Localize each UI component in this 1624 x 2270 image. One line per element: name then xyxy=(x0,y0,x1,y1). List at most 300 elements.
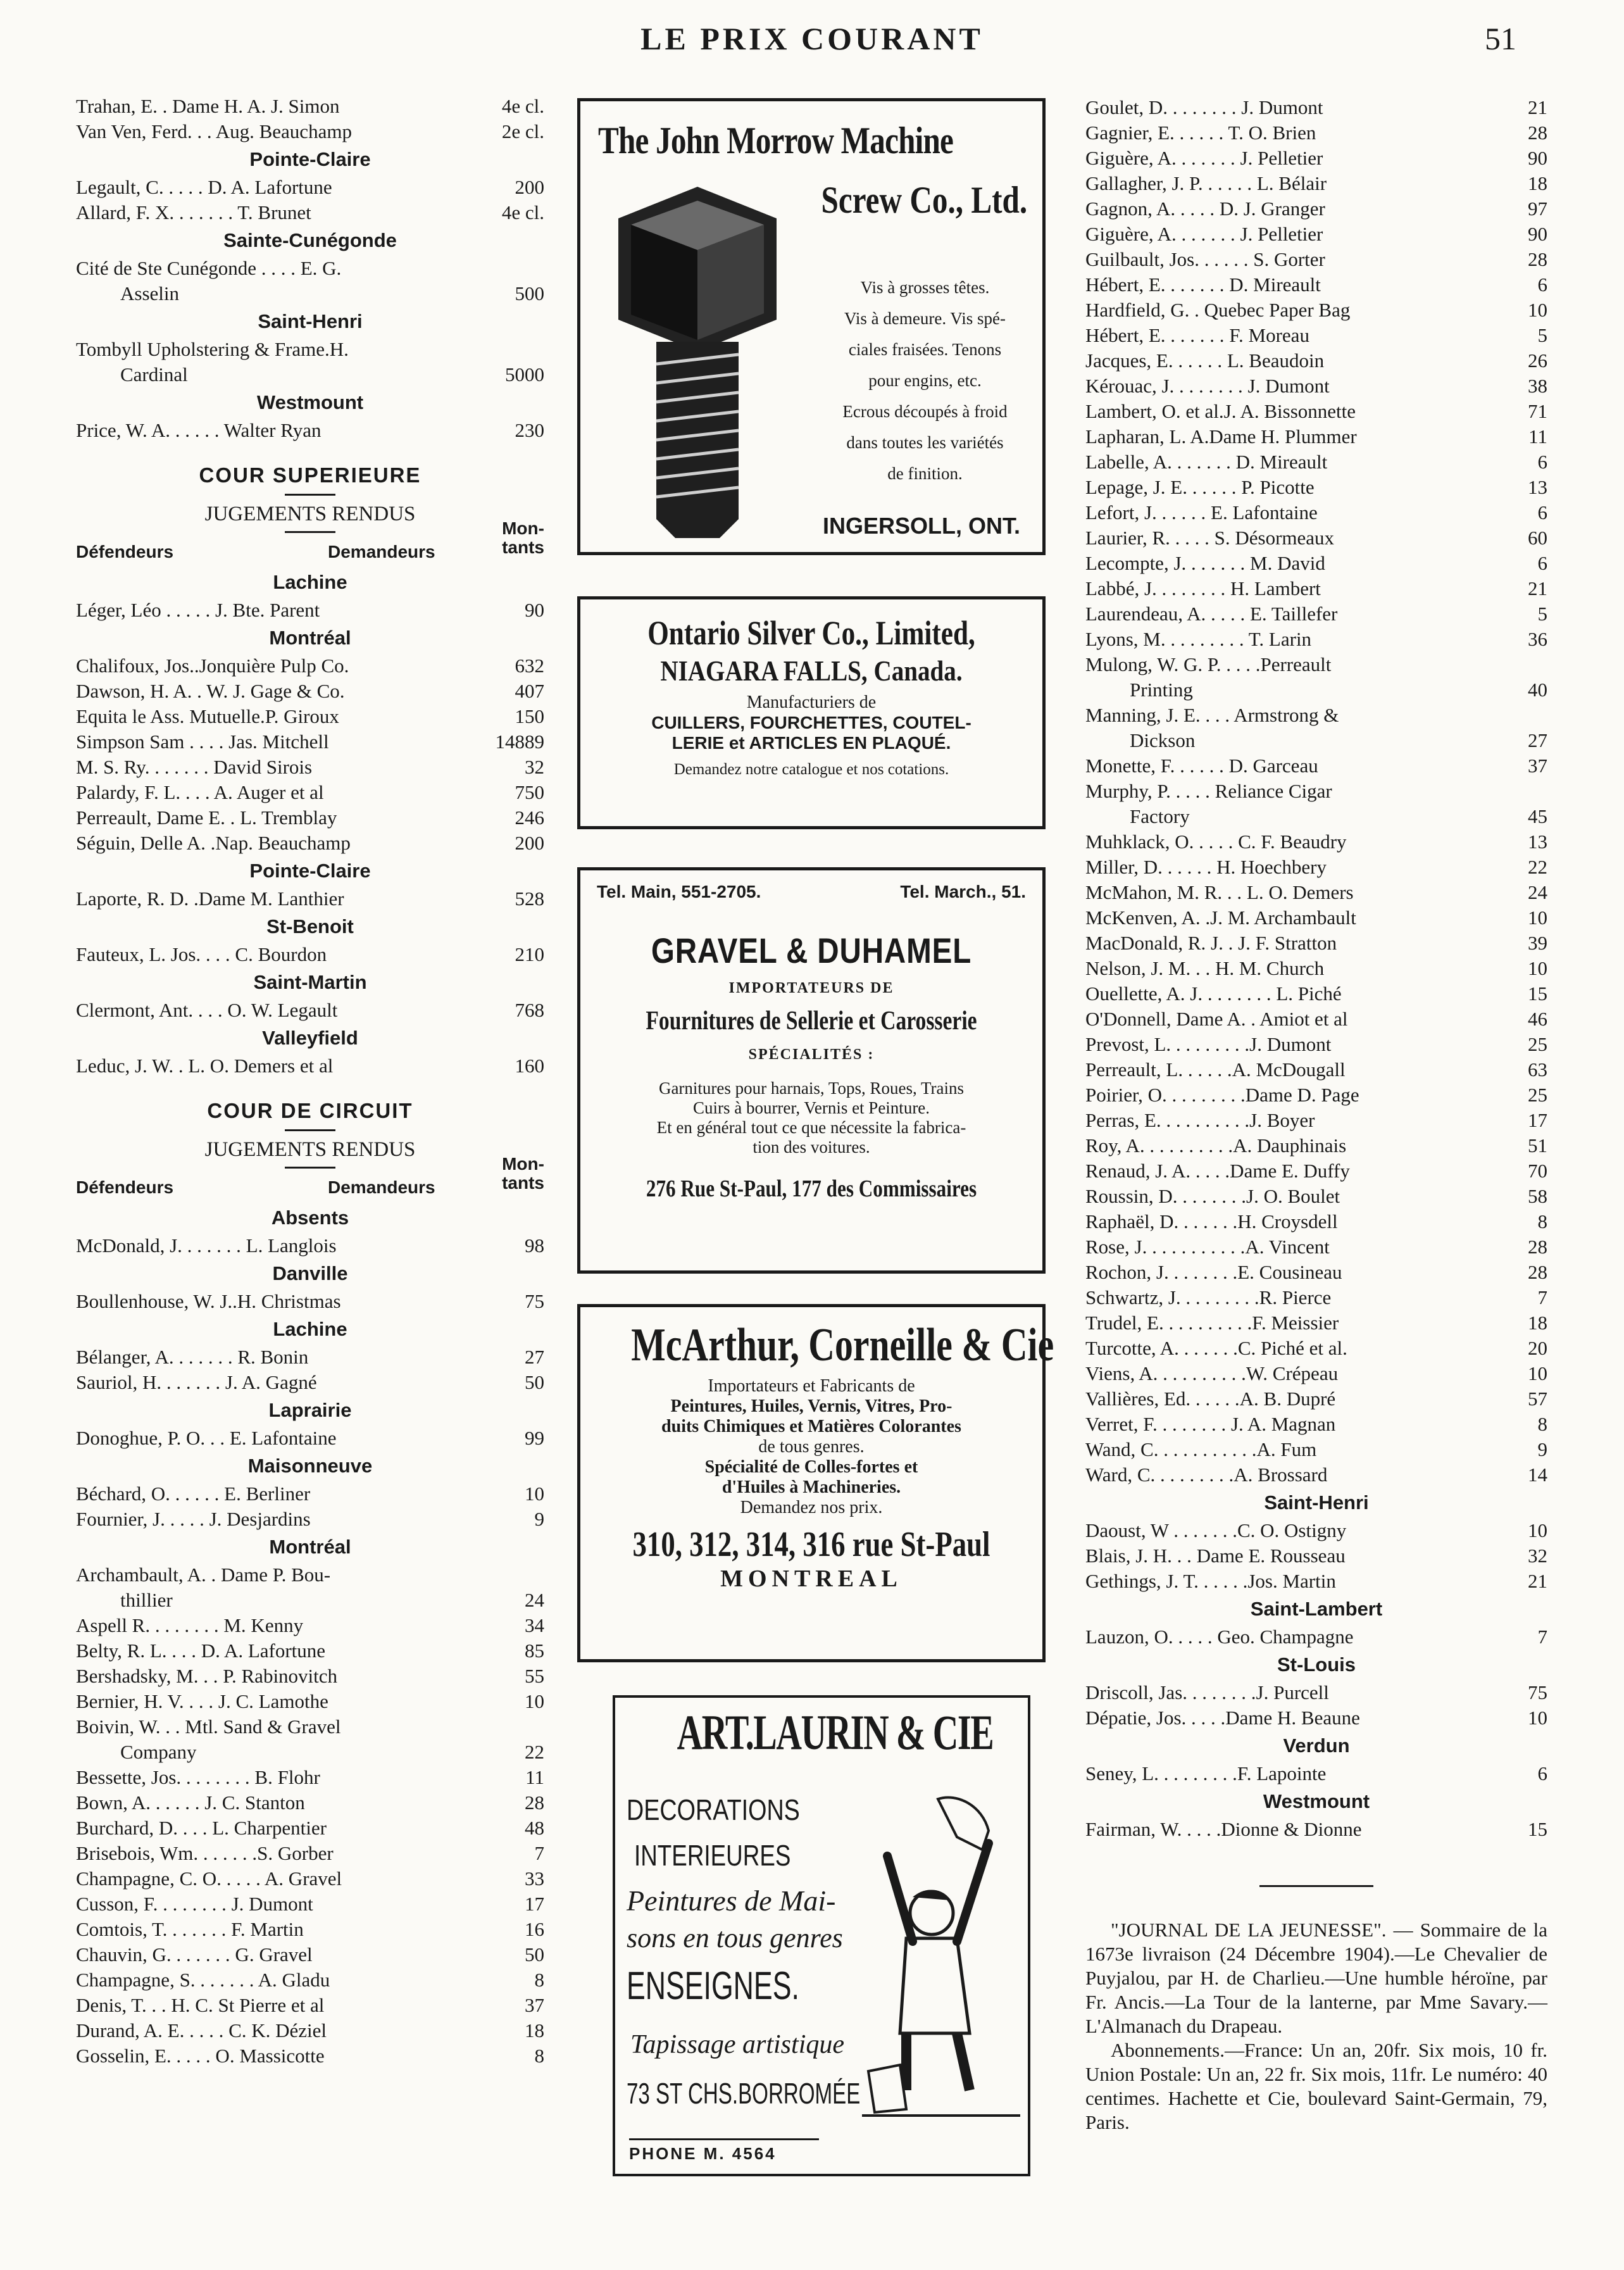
judgment-row xyxy=(1085,348,1547,373)
judgment-amount: 2e cl. xyxy=(501,120,544,142)
judgment-amount: 33 xyxy=(525,1867,544,1890)
place-heading: Lachine xyxy=(273,1318,347,1340)
judgment-parties: Bernier, H. V. . . . J. C. Lamothe xyxy=(76,1690,328,1712)
judgment-row xyxy=(76,831,544,856)
ad-laurin-title: ART.LAURIN & CIE xyxy=(677,1705,994,1760)
judgment-amount: 60 xyxy=(1528,527,1547,549)
judgment-row xyxy=(76,1370,544,1395)
judgment-row xyxy=(1085,1184,1547,1209)
judgment-row xyxy=(76,704,544,729)
judgment-parties: Driscoll, Jas. . . . . . . .J. Purcell xyxy=(1085,1681,1329,1703)
judgment-amount: 22 xyxy=(525,1741,544,1763)
judgment-parties-cont: Company xyxy=(120,1741,197,1763)
ad-laurin-line: INTERIEURES xyxy=(634,1839,791,1872)
judgment-amount: 85 xyxy=(525,1640,544,1662)
ad-mcarthur-line: d'Huiles à Machineries. xyxy=(721,1477,901,1497)
judgment-parties: Belty, R. L. . . . D. A. Lafortune xyxy=(76,1640,326,1662)
judgment-parties: Renaud, J. A. . . . .Dame E. Duffy xyxy=(1085,1160,1350,1182)
judgment-parties: Boivin, W. . . Mtl. Sand & Gravel xyxy=(76,1715,341,1738)
col-plaintiffs: Demandeurs xyxy=(328,1177,435,1197)
judgment-parties: O'Donnell, Dame A. . Amiot et al xyxy=(1085,1008,1348,1030)
judgment-amount: 9 xyxy=(534,1508,544,1530)
judgment-row xyxy=(1085,855,1547,880)
judgment-row xyxy=(1085,1817,1547,1842)
judgment-parties: Lefort, J. . . . . . E. Lafontaine xyxy=(1085,501,1318,524)
judgment-amount: 6 xyxy=(1537,273,1547,296)
place-heading: Montréal xyxy=(269,627,351,649)
judgment-parties: Gethings, J. T. . . . . .Jos. Martin xyxy=(1085,1570,1336,1592)
judgment-amount: 8 xyxy=(534,1969,544,1991)
judgment-parties: Lyons, M. . . . . . . . . T. Larin xyxy=(1085,628,1312,650)
ad-gravel-address: 276 Rue St-Paul, 177 des Commissaires xyxy=(646,1176,977,1202)
judgment-parties: Bessette, Jos. . . . . . . . B. Flohr xyxy=(76,1766,320,1788)
judgment-row xyxy=(76,418,544,443)
ad-laurin-line: Peintures de Mai- xyxy=(627,1884,836,1917)
judgment-row xyxy=(1085,981,1547,1006)
judgment-row xyxy=(1085,1462,1547,1488)
place-heading: Westmount xyxy=(1263,1790,1370,1812)
judgment-parties: Blais, J. H. . . Dame E. Rousseau xyxy=(1085,1545,1346,1567)
judgment-row xyxy=(76,942,544,967)
judgment-parties: Turcotte, A. . . . . . .C. Piché et al. xyxy=(1085,1337,1347,1359)
ad-gravel-tel-1: Tel. Main, 551-2705. xyxy=(597,882,761,901)
judgment-amount: 7 xyxy=(534,1842,544,1864)
judgment-parties: Laurier, R. . . . . S. Désormeaux xyxy=(1085,527,1335,549)
judgment-amount: 40 xyxy=(1528,679,1547,701)
judgment-parties: McKenven, A. .J. M. Archambault xyxy=(1085,906,1356,929)
judgment-amount: 36 xyxy=(1528,628,1547,650)
judgment-amount: 39 xyxy=(1528,932,1547,954)
judgment-amount: 200 xyxy=(515,176,544,198)
judgment-amount: 8 xyxy=(1537,1210,1547,1232)
judgment-parties: Manning, J. E. . . . Armstrong & xyxy=(1085,704,1339,726)
ad-morrow-line: dans toutes les variétés xyxy=(846,433,1004,452)
judgment-row xyxy=(76,1689,544,1714)
judgment-parties: Comtois, T. . . . . . . F. Martin xyxy=(76,1918,304,1940)
judgment-parties: Muhklack, O. . . . . C. F. Beaudry xyxy=(1085,831,1347,853)
judgment-row xyxy=(1085,399,1547,424)
judgment-row xyxy=(76,998,544,1023)
judgment-amount: 6 xyxy=(1537,552,1547,574)
judgment-row xyxy=(76,1053,544,1079)
place-heading: Lachine xyxy=(273,571,347,593)
judgment-amount: 21 xyxy=(1528,577,1547,599)
judgment-row xyxy=(76,119,544,144)
judgment-amount: 15 xyxy=(1528,1818,1547,1840)
judgment-parties-cont: thillier xyxy=(120,1589,173,1611)
judgment-row xyxy=(76,1942,544,1967)
judgment-row xyxy=(76,886,544,912)
judgment-parties: Lepage, J. E. . . . . . P. Picotte xyxy=(1085,476,1315,498)
ad-mcarthur-city: MONTREAL xyxy=(720,1565,903,1592)
place-heading: Westmount xyxy=(256,391,364,413)
judgment-amount: 150 xyxy=(515,705,544,727)
place-heading: Verdun xyxy=(1283,1734,1350,1757)
ad-laurin-line: ENSEIGNES. xyxy=(627,1964,799,2008)
judgment-parties: Fairman, W. . . . .Dionne & Dionne xyxy=(1085,1818,1362,1840)
judgment-amount: 10 xyxy=(1528,906,1547,929)
right-column xyxy=(1085,95,1547,1842)
ad-ontario-place: NIAGARA FALLS, Canada. xyxy=(660,655,963,687)
judgment-parties: Guilbault, Jos. . . . . . S. Gorter xyxy=(1085,248,1325,270)
judgment-row xyxy=(1085,272,1547,298)
journal-title: LE PRIX COURANT xyxy=(640,21,984,56)
judgment-parties: Simpson Sam . . . . Jas. Mitchell xyxy=(76,731,329,753)
judgment-amount: 18 xyxy=(525,2019,544,2041)
judgment-amount: 8 xyxy=(534,2045,544,2067)
judgment-parties: Prevost, L. . . . . . . . .J. Dumont xyxy=(1085,1033,1332,1055)
judgment-parties: Miller, D. . . . . . H. Hoechbery xyxy=(1085,856,1327,878)
judgment-parties: Bown, A. . . . . . J. C. Stanton xyxy=(76,1791,305,1814)
table-header xyxy=(76,1154,544,1203)
judgment-amount: 24 xyxy=(1528,881,1547,903)
judgment-amount: 6 xyxy=(1537,451,1547,473)
judgment-parties: Gosselin, E. . . . . O. Massicotte xyxy=(76,2045,325,2067)
table-header xyxy=(76,518,544,567)
judgment-amount: 750 xyxy=(515,781,544,803)
judgment-row xyxy=(1085,779,1547,829)
ad-gravel-line: tion des voitures. xyxy=(753,1138,870,1157)
judgment-amount: 500 xyxy=(515,282,544,304)
section-subtitle: JUGEMENTS RENDUS xyxy=(204,503,416,525)
judgment-amount: 26 xyxy=(1528,349,1547,372)
judgment-amount: 27 xyxy=(1528,729,1547,751)
judgment-parties: Dawson, H. A. . W. J. Gage & Co. xyxy=(76,680,345,702)
judgment-row xyxy=(76,175,544,200)
judgment-amount: 24 xyxy=(525,1589,544,1611)
ad-gravel-goods: Fournitures de Sellerie et Carosserie xyxy=(646,1006,977,1036)
ad-mcarthur-line: Importateurs et Fabricants de xyxy=(708,1376,915,1396)
place-heading: Saint-Henri xyxy=(258,310,363,332)
judgment-amount: 97 xyxy=(1528,198,1547,220)
ad-ontario-line: LERIE et ARTICLES EN PLAQUÉ. xyxy=(671,733,951,753)
judgment-amount: 37 xyxy=(1528,755,1547,777)
judgment-amount: 90 xyxy=(1528,223,1547,245)
judgment-parties: Champagne, S. . . . . . . A. Gladu xyxy=(76,1969,330,1991)
court-section-title: COUR DE CIRCUIT xyxy=(207,1099,413,1122)
judgment-parties: Perras, E. . . . . . . . . .J. Boyer xyxy=(1085,1109,1315,1131)
judgment-amount: 15 xyxy=(1528,982,1547,1005)
place-heading: Pointe-Claire xyxy=(249,860,371,882)
ad-laurin-phone: PHONE M. 4564 xyxy=(629,2138,819,2164)
ad-gravel-importers: IMPORTATEURS DE xyxy=(728,980,894,996)
judgment-parties: Hardfield, G. . Quebec Paper Bag xyxy=(1085,299,1351,321)
judgment-parties: Hébert, E. . . . . . . D. Mireault xyxy=(1085,273,1321,296)
judgment-row xyxy=(1085,146,1547,171)
page-number: 51 xyxy=(1485,21,1516,56)
judgment-amount: 58 xyxy=(1528,1185,1547,1207)
judgment-row xyxy=(76,1289,544,1314)
judgment-amount: 246 xyxy=(515,806,544,829)
judgment-row xyxy=(76,729,544,755)
judgment-parties: Perreault, L. . . . . .A. McDougall xyxy=(1085,1058,1346,1081)
judgment-amount: 5 xyxy=(1537,324,1547,346)
judgment-row xyxy=(76,1345,544,1370)
judgment-parties: Wand, C. . . . . . . . . . .A. Fum xyxy=(1085,1438,1317,1460)
judgment-amount: 75 xyxy=(1528,1681,1547,1703)
judgment-parties: Champagne, C. O. . . . . A. Gravel xyxy=(76,1867,342,1890)
judgment-row xyxy=(76,94,544,119)
judgment-amount: 10 xyxy=(1528,1707,1547,1729)
ad-ontario-line: Manufacturiers de xyxy=(746,693,877,712)
judgment-row xyxy=(1085,1761,1547,1786)
journal-de-la-jeunesse-notice xyxy=(1085,1918,1547,2135)
judgment-parties: Nelson, J. M. . . H. M. Church xyxy=(1085,957,1325,979)
judgment-amount: 10 xyxy=(1528,1519,1547,1541)
judgment-amount: 4e cl. xyxy=(501,95,544,117)
judgment-amount: 210 xyxy=(515,943,544,965)
judgment-amount: 28 xyxy=(1528,1261,1547,1283)
judgment-row xyxy=(1085,1158,1547,1184)
judgment-row xyxy=(1085,1336,1547,1361)
judgment-row xyxy=(1085,1234,1547,1260)
ad-ontario-line: CUILLERS, FOURCHETTES, COUTEL- xyxy=(651,713,971,732)
judgment-row xyxy=(1085,601,1547,627)
judgment-amount: 28 xyxy=(1528,1236,1547,1258)
place-heading: St-Benoit xyxy=(266,915,354,937)
judgment-row xyxy=(76,1967,544,1993)
ad-morrow-line: Vis à grosses têtes. xyxy=(860,278,990,297)
judgment-parties: Allard, F. X. . . . . . . T. Brunet xyxy=(76,201,311,223)
judgment-row xyxy=(1085,627,1547,652)
judgment-row xyxy=(1085,1412,1547,1437)
judgment-parties: Chauvin, G. . . . . . . G. Gravel xyxy=(76,1943,313,1966)
judgment-row xyxy=(1085,298,1547,323)
judgment-parties: McDonald, J. . . . . . . L. Langlois xyxy=(76,1234,337,1257)
judgment-parties-cont: Dickson xyxy=(1130,729,1196,751)
judgment-parties-cont: Cardinal xyxy=(120,363,188,386)
judgment-row xyxy=(1085,1361,1547,1386)
judgment-parties: Cité de Ste Cunégonde . . . . E. G. xyxy=(76,257,342,279)
judgment-row xyxy=(1085,829,1547,855)
ad-laurin-line: 73 ST CHS.BORROMÉE xyxy=(627,2077,861,2110)
ad-gravel-line: Garnitures pour harnais, Tops, Roues, Trains xyxy=(658,1079,965,1098)
judgment-amount: 63 xyxy=(1528,1058,1547,1081)
judgment-amount: 21 xyxy=(1528,1570,1547,1592)
judgment-row xyxy=(1085,1133,1547,1158)
judgment-amount: 768 xyxy=(515,999,544,1021)
ad-laurin-line: Tapissage artistique xyxy=(630,2030,845,2059)
judgment-row xyxy=(1085,1680,1547,1705)
ad-mcarthur-title: McArthur, Corneille & Cie xyxy=(631,1319,1054,1371)
ad-mcarthur-line: de tous genres. xyxy=(758,1437,865,1457)
judgment-amount: 10 xyxy=(1528,957,1547,979)
judgment-row xyxy=(76,1426,544,1451)
judgment-row xyxy=(76,1917,544,1942)
judgment-parties: Ward, C. . . . . . . . .A. Brossard xyxy=(1085,1464,1328,1486)
judgment-row xyxy=(76,1765,544,1790)
ad-morrow-place: INGERSOLL, ONT. xyxy=(822,513,1020,539)
judgment-parties: Legault, C. . . . . D. A. Lafortune xyxy=(76,176,332,198)
ad-morrow-line: Vis à demeure. Vis spé- xyxy=(844,309,1006,328)
judgment-amount: 71 xyxy=(1528,400,1547,422)
judgment-row xyxy=(76,2043,544,2069)
judgment-parties: Trudel, E. . . . . . . . . .F. Meissier xyxy=(1085,1312,1339,1334)
judgment-row xyxy=(76,1790,544,1815)
judgment-parties: Lapharan, L. A.Dame H. Plummer xyxy=(1085,425,1357,448)
judgment-row xyxy=(1085,475,1547,500)
ad-morrow-title-2: Screw Co., Ltd. xyxy=(821,179,1027,221)
judgment-row xyxy=(1085,424,1547,449)
ad-gravel-tel-2: Tel. March., 51. xyxy=(900,882,1026,901)
judgment-parties: Raphaël, D. . . . . . .H. Croysdell xyxy=(1085,1210,1338,1232)
judgment-amount: 13 xyxy=(1528,831,1547,853)
judgment-amount: 21 xyxy=(1528,96,1547,118)
ad-morrow-line: pour engins, etc. xyxy=(868,371,982,390)
judgment-amount: 6 xyxy=(1537,1762,1547,1784)
section-subtitle: JUGEMENTS RENDUS xyxy=(204,1138,416,1161)
judgment-parties: Giguère, A. . . . . . . J. Pelletier xyxy=(1085,147,1323,169)
judgment-row xyxy=(1085,576,1547,601)
judgment-parties: Schwartz, J. . . . . . . . .R. Pierce xyxy=(1085,1286,1332,1308)
judgment-parties: Tombyll Upholstering & Frame.H. xyxy=(76,338,349,360)
judgment-row xyxy=(1085,525,1547,551)
place-heading: Saint-Martin xyxy=(253,971,367,993)
judgment-parties: Verret, F. . . . . . . . J. A. Magnan xyxy=(1085,1413,1336,1435)
ad-mcarthur-line: Spécialité de Colles-fortes et xyxy=(704,1457,918,1477)
judgment-parties: Laurendeau, A. . . . . E. Taillefer xyxy=(1085,603,1338,625)
judgment-row xyxy=(1085,1108,1547,1133)
judgment-parties: Dépatie, Jos. . . . .Dame H. Beaune xyxy=(1085,1707,1360,1729)
divider xyxy=(285,1129,335,1131)
ad-laurin-line: sons en tous genres xyxy=(627,1922,843,1953)
judgment-row xyxy=(1085,703,1547,753)
place-heading: Montréal xyxy=(269,1536,351,1558)
judgment-amount: 25 xyxy=(1528,1084,1547,1106)
judgment-parties: Jacques, E. . . . . . L. Beaudoin xyxy=(1085,349,1325,372)
judgment-row xyxy=(1085,196,1547,222)
judgment-amount: 51 xyxy=(1528,1134,1547,1157)
place-heading: Saint-Lambert xyxy=(1250,1598,1383,1620)
judgment-parties: MacDonald, R. J. . J. F. Stratton xyxy=(1085,932,1337,954)
judgment-parties: Murphy, P. . . . . Reliance Cigar xyxy=(1085,780,1332,802)
judgment-amount: 632 xyxy=(515,655,544,677)
judgment-parties: Gallagher, J. P. . . . . . L. Bélair xyxy=(1085,172,1327,194)
judgment-parties-cont: Printing xyxy=(1130,679,1193,701)
divider xyxy=(1259,1885,1373,1887)
journal-subscriptions: Abonnements.—France: Un an, 20fr. Six mois, 10 fr. Union Postale: Un an, 22 fr. Six mois, 11fr. Le numéro: 40 centimes. Hachette et Cie, boulevard Saint-Germain, 79, Paris. xyxy=(1085,2039,1547,2133)
judgment-row xyxy=(1085,500,1547,525)
judgment-parties: Bershadsky, M. . . P. Rabinovitch xyxy=(76,1665,338,1687)
judgment-row xyxy=(1085,931,1547,956)
col-amounts xyxy=(502,1155,544,1193)
judgment-amount: 13 xyxy=(1528,476,1547,498)
judgment-amount: 50 xyxy=(525,1943,544,1966)
divider xyxy=(285,494,335,496)
ad-morrow-title-1: The John Morrow Machine xyxy=(598,120,954,161)
judgment-amount: 55 xyxy=(525,1665,544,1687)
judgment-parties: Burchard, D. . . . L. Charpentier xyxy=(76,1817,327,1839)
judgment-row xyxy=(76,1815,544,1841)
judgment-amount: 7 xyxy=(1537,1286,1547,1308)
divider xyxy=(285,1167,335,1169)
judgment-parties: Ouellette, A. J. . . . . . . . L. Piché xyxy=(1085,982,1342,1005)
ad-laurin-line: DECORATIONS xyxy=(627,1793,800,1826)
col-amounts-1: Mon- xyxy=(502,1154,544,1174)
judgment-amount: 34 xyxy=(525,1614,544,1636)
judgment-amount: 10 xyxy=(525,1690,544,1712)
judgment-amount: 200 xyxy=(515,832,544,854)
screw-bolt-icon xyxy=(593,161,802,541)
ad-gravel-spec: SPÉCIALITÉS : xyxy=(748,1046,875,1063)
judgment-row xyxy=(76,1233,544,1258)
judgment-parties: Leduc, J. W. . L. O. Demers et al xyxy=(76,1055,334,1077)
ad-mcarthur-line: Demandez nos prix. xyxy=(740,1498,883,1517)
judgment-row xyxy=(76,256,544,306)
ad-gravel-title: GRAVEL & DUHAMEL xyxy=(651,931,972,970)
place-heading: Valleyfield xyxy=(262,1027,358,1049)
page-header xyxy=(0,20,1624,65)
judgment-parties: Denis, T. . . H. C. St Pierre et al xyxy=(76,1994,325,2016)
divider xyxy=(285,531,335,533)
judgment-amount: 25 xyxy=(1528,1033,1547,1055)
judgment-parties: Chalifoux, Jos..Jonquière Pulp Co. xyxy=(76,655,349,677)
judgment-row xyxy=(76,1993,544,2018)
judgment-parties: Price, W. A. . . . . . Walter Ryan xyxy=(76,419,322,441)
judgment-row xyxy=(76,679,544,704)
judgment-parties: Roussin, D. . . . . . . .J. O. Boulet xyxy=(1085,1185,1340,1207)
judgment-row xyxy=(76,805,544,831)
judgment-parties: Léger, Léo . . . . . J. Bte. Parent xyxy=(76,599,320,621)
judgment-amount: 6 xyxy=(1537,501,1547,524)
judgment-amount: 8 xyxy=(1537,1413,1547,1435)
judgment-parties-cont: Factory xyxy=(1130,805,1190,827)
ad-gravel-tel xyxy=(597,882,1026,917)
judgment-row xyxy=(1085,1705,1547,1731)
judgment-row xyxy=(76,1613,544,1638)
col-amounts-2: tants xyxy=(502,1173,544,1193)
judgment-row xyxy=(1085,1543,1547,1569)
judgment-parties: Seney, L. . . . . . . . .F. Lapointe xyxy=(1085,1762,1327,1784)
judgment-row xyxy=(76,755,544,780)
judgment-parties: Archambault, A. . Dame P. Bou- xyxy=(76,1564,331,1586)
ad-ontario-line: Demandez notre catalogue et nos cotations. xyxy=(673,761,949,778)
judgment-parties: Rochon, J. . . . . . . .E. Cousineau xyxy=(1085,1261,1342,1283)
judgment-parties: Daoust, W . . . . . . .C. O. Ostigny xyxy=(1085,1519,1347,1541)
judgment-amount: 7 xyxy=(1537,1626,1547,1648)
judgment-parties: Mulong, W. G. P. . . . .Perreault xyxy=(1085,653,1332,675)
judgment-row xyxy=(1085,1006,1547,1032)
judgment-row xyxy=(1085,905,1547,931)
judgment-parties: Bélanger, A. . . . . . . R. Bonin xyxy=(76,1346,309,1368)
judgment-row xyxy=(1085,551,1547,576)
judgment-parties: Donoghue, P. O. . . E. Lafontaine xyxy=(76,1427,337,1449)
place-heading: Danville xyxy=(272,1262,348,1284)
judgment-row xyxy=(76,1481,544,1507)
ad-ontario-title: Ontario Silver Co., Limited, xyxy=(647,614,975,652)
judgment-amount: 22 xyxy=(1528,856,1547,878)
ad-morrow-line: de finition. xyxy=(887,464,963,483)
judgment-amount: 18 xyxy=(1528,172,1547,194)
judgment-amount: 11 xyxy=(525,1766,544,1788)
judgment-parties: Palardy, F. L. . . . A. Auger et al xyxy=(76,781,324,803)
judgment-row xyxy=(76,1714,544,1765)
judgment-amount: 17 xyxy=(1528,1109,1547,1131)
judgment-parties: Poirier, O. . . . . . . . .Dame D. Page xyxy=(1085,1084,1359,1106)
ad-mcarthur-line: duits Chimiques et Matières Colorantes xyxy=(661,1417,961,1436)
place-heading: Saint-Henri xyxy=(1264,1491,1369,1514)
judgment-amount: 32 xyxy=(525,756,544,778)
judgment-parties: Giguère, A. . . . . . . J. Pelletier xyxy=(1085,223,1323,245)
judgment-amount: 48 xyxy=(525,1817,544,1839)
judgment-row xyxy=(1085,1260,1547,1285)
judgment-amount: 75 xyxy=(525,1290,544,1312)
judgment-row xyxy=(76,780,544,805)
judgment-row xyxy=(76,1664,544,1689)
judgment-parties: Boullenhouse, W. J..H. Christmas xyxy=(76,1290,341,1312)
judgment-parties: Perreault, Dame E. . L. Tremblay xyxy=(76,806,337,829)
judgment-amount: 14889 xyxy=(495,731,544,753)
